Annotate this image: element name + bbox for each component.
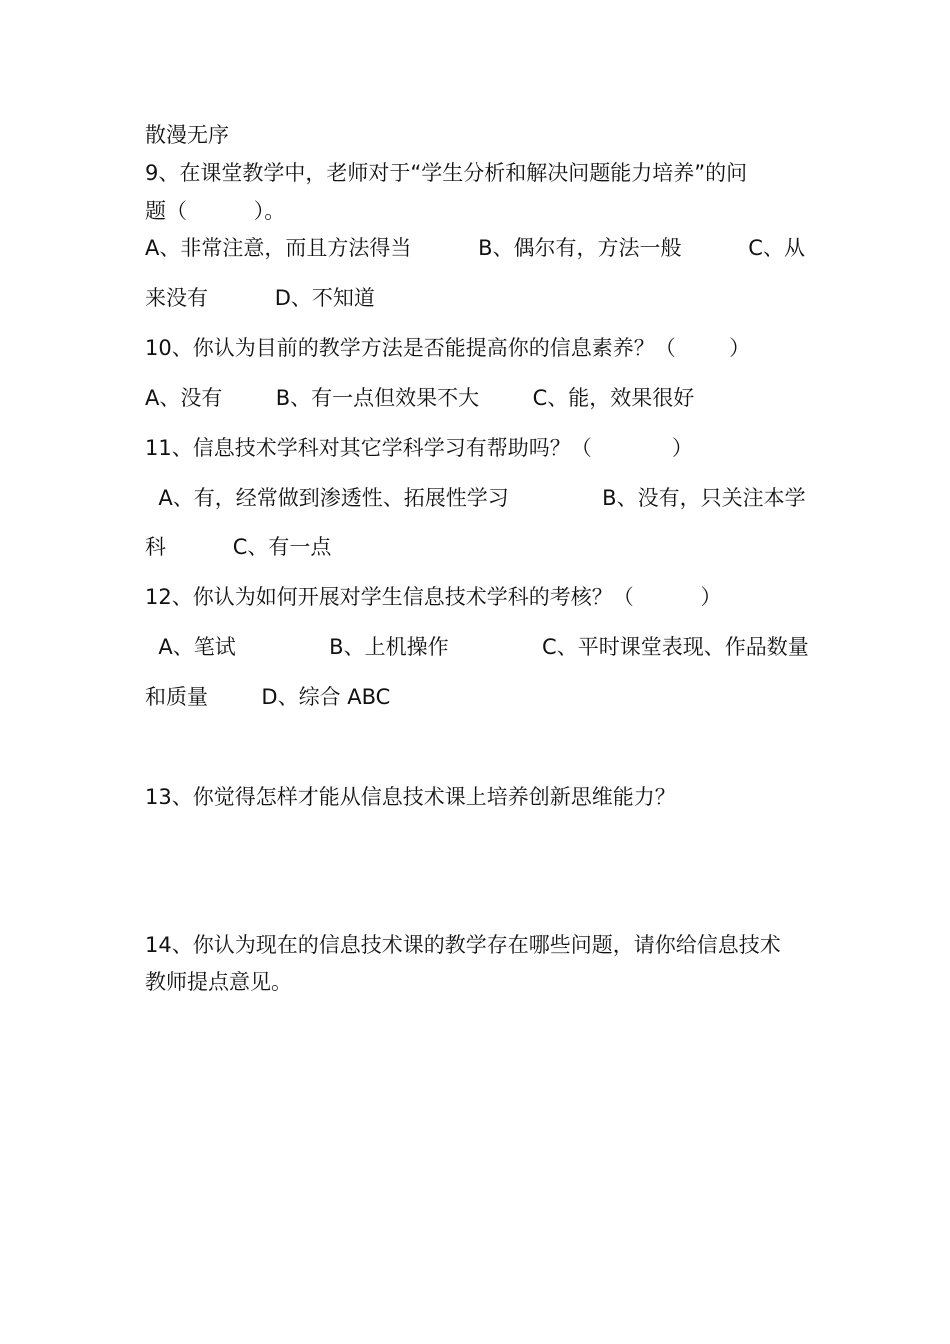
question-9-options: A、非常注意，而且方法得当 B、偶尔有，方法一般 C、从 xyxy=(145,236,805,260)
text-line: 散漫无序 xyxy=(145,123,229,147)
question-11-options: A、有，经常做到渗透性、拓展性学习 B、没有，只关注本学 xyxy=(145,486,806,510)
question-9-options-cont: 来没有 D、不知道 xyxy=(145,286,375,310)
question-10: 10、你认为目前的教学方法是否能提高你的信息素养？（ ） xyxy=(145,336,751,360)
question-12-options-cont: 和质量 D、综合 ABC xyxy=(145,685,391,709)
question-13: 13、你觉得怎样才能从信息技术课上培养创新思维能力？ xyxy=(145,785,676,809)
question-10-options: A、没有 B、有一点但效果不大 C、能，效果很好 xyxy=(145,386,695,410)
question-9-cont: 题（ ）。 xyxy=(145,199,286,223)
question-14-cont: 教师提点意见。 xyxy=(145,970,292,994)
question-12-options: A、笔试 B、上机操作 C、平时课堂表现、作品数量 xyxy=(145,635,809,659)
question-11: 11、信息技术学科对其它学科学习有帮助吗？（ ） xyxy=(145,436,693,460)
question-12: 12、你认为如何开展对学生信息技术学科的考核？（ ） xyxy=(145,585,722,609)
question-11-options-cont: 科 C、有一点 xyxy=(145,535,332,559)
question-14: 14、你认为现在的信息技术课的教学存在哪些问题，请你给信息技术 xyxy=(145,933,781,957)
question-9: 9、在课堂教学中，老师对于“学生分析和解决问题能力培养”的问 xyxy=(145,161,748,185)
